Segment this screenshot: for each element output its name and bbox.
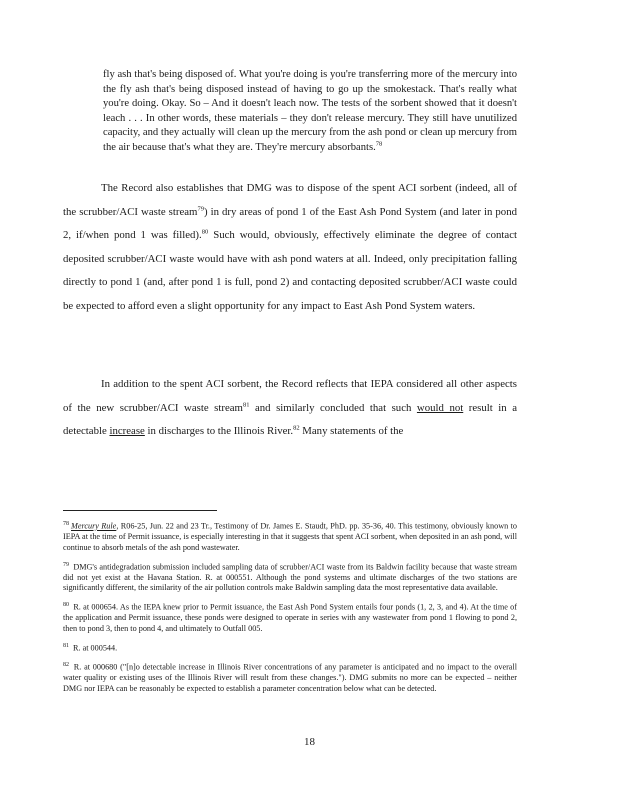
para2-text-d: in discharges to the Illinois River. <box>144 425 294 438</box>
footnote-text: R. at 000544. <box>71 643 118 653</box>
footnote-82 <box>63 660 517 695</box>
underlined-increase: increase <box>109 425 145 438</box>
footnotes <box>63 519 517 700</box>
para1-text-a: The Record also establishes that DMG was to dispose of the spent ACI sorbent (indeed, all of the scrubber/ACI waste stream <box>63 182 517 218</box>
para2-text-a: In addition to the spent ACI sorbent, the Record reflects that IEPA considered all other aspects of the new scrubber/ACI waste stream <box>63 378 517 414</box>
block-quote <box>103 68 517 156</box>
footnote-separator <box>63 510 217 511</box>
paragraph-record-disposal <box>63 177 517 319</box>
footnote-81 <box>63 641 517 654</box>
footnote-79 <box>63 560 517 595</box>
block-quote-text: fly ash that's being disposed of. What you're doing is you're transferring more of the mercury into the fly ash that's being disposed instead of having to go up the smokestack. That's really what you're doing. Okay. So – And it doesn't leach now. The tests of the sorbent showed that it doesn't leach . . . In other words, these materials – they don't release mercury. They still have unutilized capacity, and they actually will clean up the mercury from the ash pond or clean up mercury from the air because that's what they are. They're mercury absorbants. <box>103 69 517 153</box>
footnote-text: R. at 000680 ("[n]o detectable increase in Illinois River concentrations of any parameter is anticipated and no impact to the overall water quality or existing uses of the Illinois River will result from these changes."). DMG submits no more can be expected – neither DMG nor IEPA can be reasonably be expected to establish a parameter concentration below what can be detected. <box>63 662 517 693</box>
footnote-text: DMG's antidegradation submission included sampling data of scrubber/ACI waste from its Baldwin facility because that waste stream did not yet exist at the Havana Station. R. at 000551. Although the pond systems and ultimate discharges of the two stations are significantly different, the similarity of the air pollution controls make Baldwin sampling data the most representative data available. <box>63 562 517 593</box>
footnote-ref-82: 82 <box>293 424 300 432</box>
footnote-number: 79 <box>63 561 69 568</box>
para2-text-c: result in a detectable <box>63 401 518 438</box>
footnote-number: 82 <box>63 661 69 668</box>
footnote-text: R. at 000654. As the IEPA knew prior to Permit issuance, the East Ash Pond System entails four ponds (1, 2, 3, and 4). At the time of the application and Permit issuance, these ponds were designed to operate in series with any wastewater from pond 1 flowing to pond 2, then to pond 3, then to pond 4, and ultimately to Outfall 005. <box>63 602 517 633</box>
footnote-ref-80: 80 <box>201 228 209 236</box>
footnote-80 <box>63 600 517 635</box>
footnote-number: 80 <box>63 602 69 609</box>
page-number: 18 <box>304 736 315 748</box>
para1-text-c: Such would, obviously, effectively eliminate the degree of contact deposited scrubber/ACI waste would have with ash pond waters at all. Indeed, only precipitation falling directly to pond 1 (and, after pond 1 is full, pond 2) and contacting deposited scrubber/ACI waste could be expected to afford even a slight opportunity for any impact to East Ash Pond System waters. <box>63 229 517 312</box>
paragraph-iepa-considered <box>63 373 517 444</box>
footnote-ref-79: 79 <box>197 205 204 212</box>
para1-text-b: ) in dry areas of pond 1 of the East Ash Pond System (and later in pond 2, if/when pond 1 was filled). <box>63 205 517 242</box>
underlined-would-not: would not <box>416 401 464 414</box>
footnote-ref-81: 81 <box>242 401 250 408</box>
para2-text-b: and similarly concluded that such <box>249 401 417 414</box>
para2-text-e: Many statements of the <box>299 425 404 438</box>
footnote-ref-78: 78 <box>375 140 383 148</box>
footnote-number: 78 <box>63 521 69 527</box>
footnote-text: , R06-25, Jun. 22 and 23 Tr., Testimony of Dr. James E. Staudt, PhD. pp. 35-36, 40. This testimony, obviously known to IEPA at the time of Permit issuance, is especially interesting in that it suggests that spent ACI sorbent, when deposited in an ash pond, will continue to absorb metals of the ash pond wastewater. <box>63 521 518 552</box>
footnote-number: 81 <box>63 642 69 649</box>
footnote-78 <box>63 519 517 554</box>
footnote-citation: Mercury Rule <box>71 521 117 531</box>
